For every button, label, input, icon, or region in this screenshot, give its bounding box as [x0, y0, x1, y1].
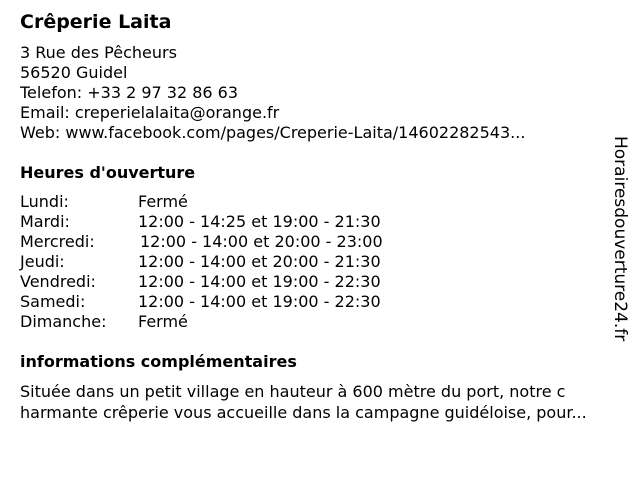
- hours-row-jeudi: [20, 252, 620, 272]
- day-hours: 12:00 - 14:00 et 20:00 - 21:30: [138, 252, 381, 271]
- day-hours: Fermé: [138, 192, 188, 211]
- hours-heading: Heures d'ouverture: [20, 163, 196, 182]
- day-hours: Fermé: [138, 312, 188, 331]
- email-line: Email: creperielalaita@orange.fr: [20, 103, 280, 122]
- day-label: Dimanche:: [20, 312, 107, 331]
- info-description: [20, 381, 636, 423]
- day-hours: 12:00 - 14:00 et 19:00 - 22:30: [138, 292, 381, 311]
- hours-row-lundi: [20, 192, 620, 212]
- day-hours: 12:00 - 14:00 et 19:00 - 22:30: [138, 272, 381, 291]
- day-label: Lundi:: [20, 192, 69, 211]
- hours-row-vendredi: [20, 272, 620, 292]
- hours-table: [20, 192, 620, 332]
- hours-row-mercredi: [20, 232, 620, 252]
- hours-row-dimanche: [20, 312, 620, 332]
- address-line-1: 3 Rue des Pêcheurs: [20, 43, 177, 62]
- day-label: Mardi:: [20, 212, 70, 231]
- info-heading: informations complémentaires: [20, 352, 297, 371]
- day-label: Jeudi:: [20, 252, 65, 271]
- hours-row-samedi: [20, 292, 620, 312]
- info-line-2: harmante crêperie vous accueille dans la campagne guidéloise, pour...: [20, 403, 587, 422]
- day-hours: 12:00 - 14:25 et 19:00 - 21:30: [138, 212, 381, 231]
- web-line: Web: www.facebook.com/pages/Creperie-Laita/14602282543...: [20, 123, 526, 142]
- site-watermark: Horairesdouverture24.fr: [610, 136, 630, 342]
- info-line-1: Située dans un petit village en hauteur à 600 mètre du port, notre c: [20, 382, 566, 401]
- day-hours: 12:00 - 14:00 et 20:00 - 23:00: [140, 232, 383, 251]
- hours-row-mardi: [20, 212, 620, 232]
- day-label: Mercredi:: [20, 232, 95, 251]
- business-name: Crêperie Laita: [20, 11, 172, 33]
- day-label: Samedi:: [20, 292, 86, 311]
- address-line-2: 56520 Guidel: [20, 63, 128, 82]
- phone-line: Telefon: +33 2 97 32 86 63: [20, 83, 239, 102]
- day-label: Vendredi:: [20, 272, 96, 291]
- business-card: [20, 10, 620, 423]
